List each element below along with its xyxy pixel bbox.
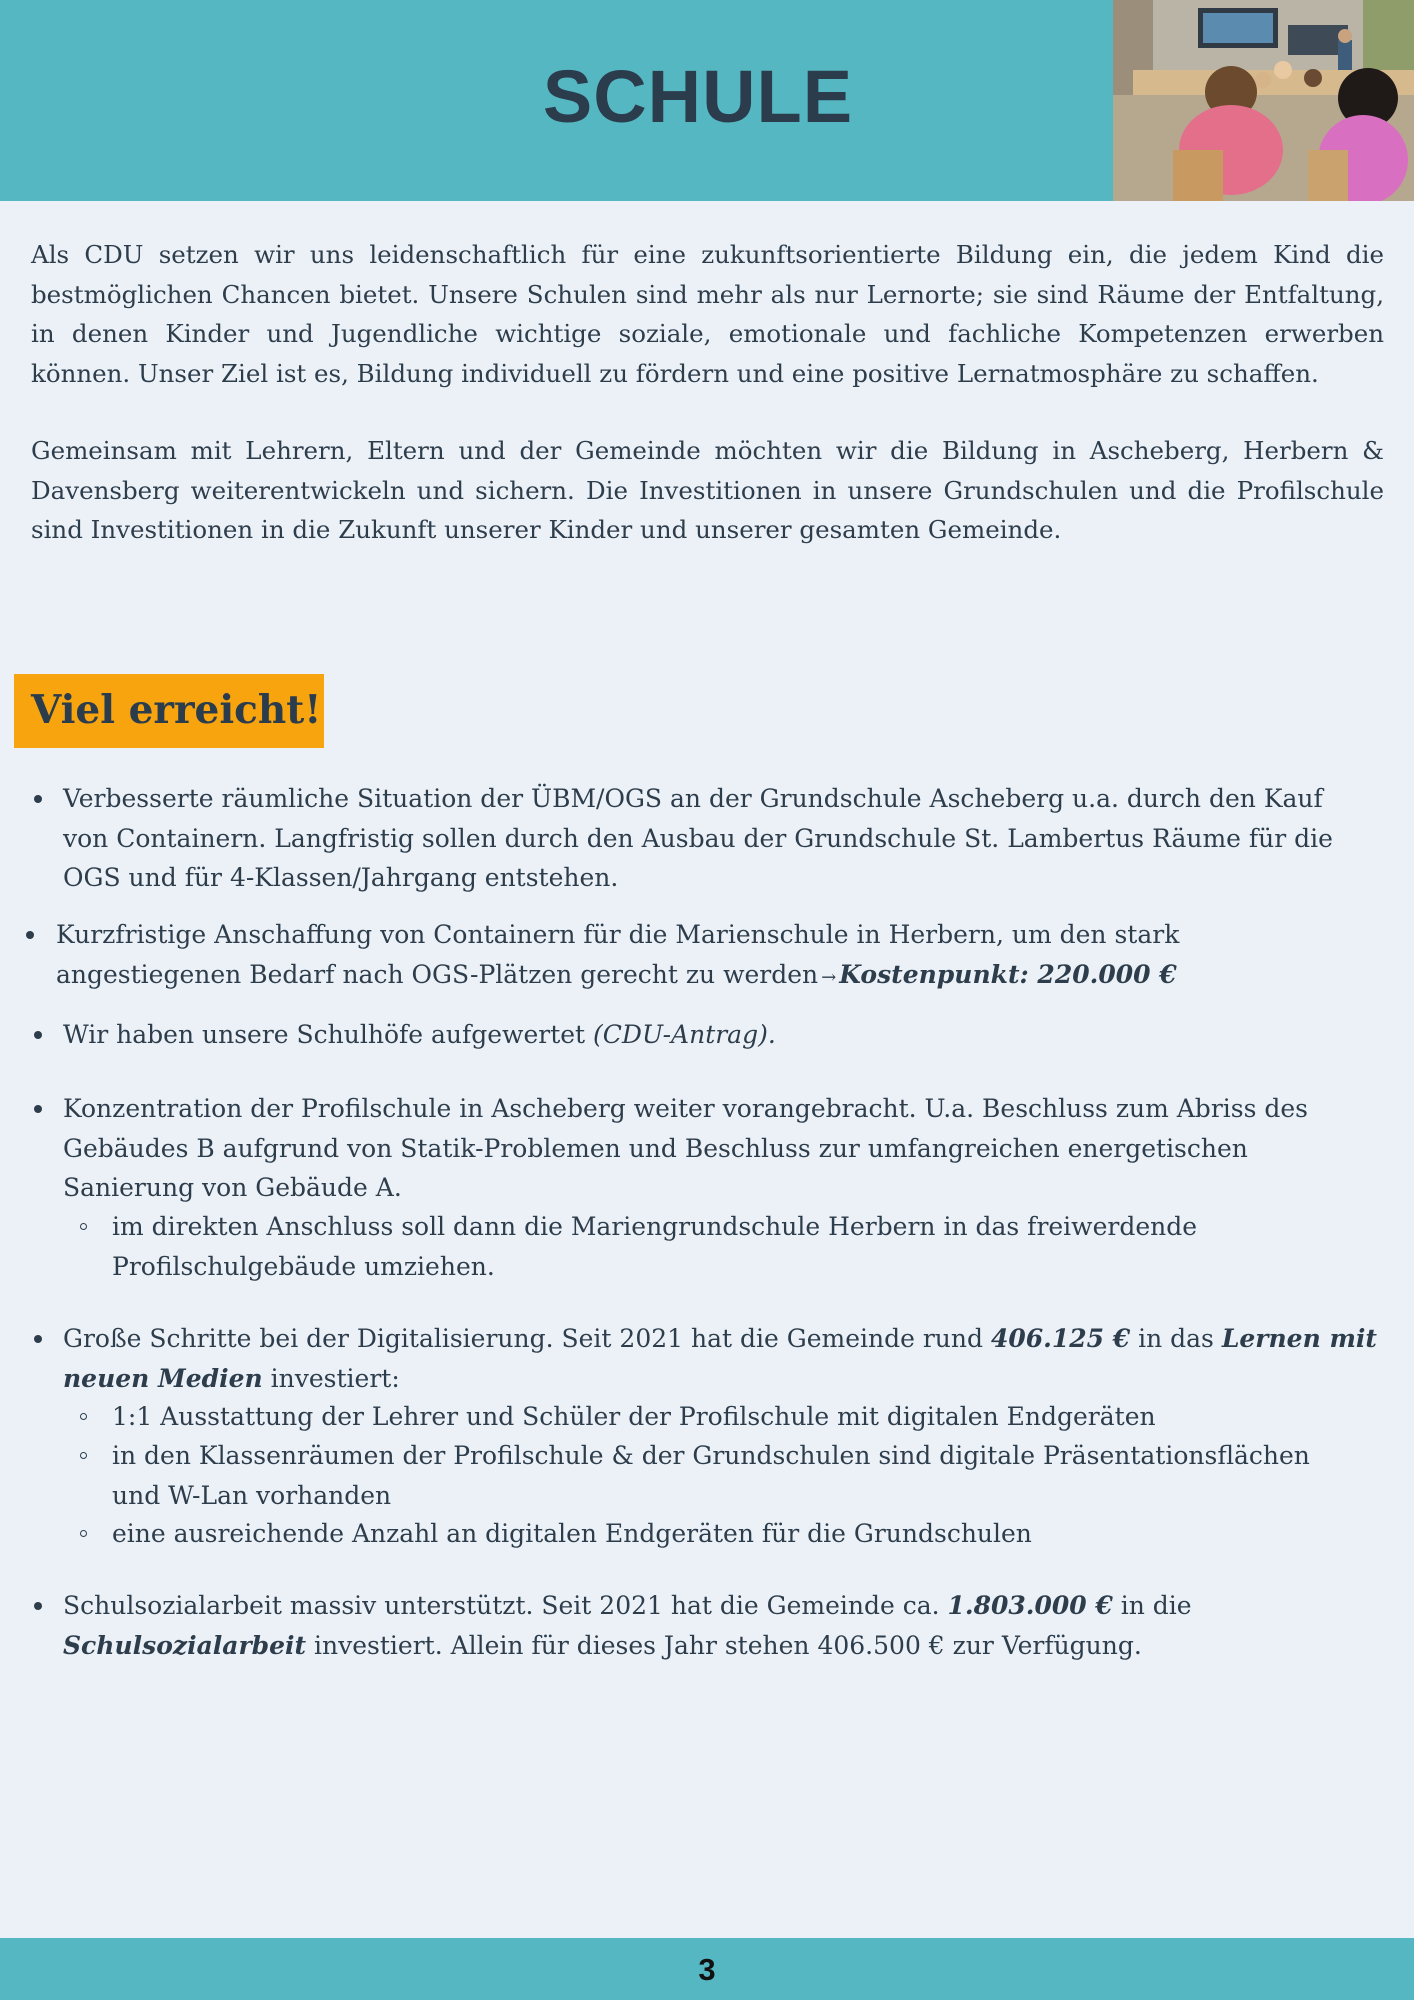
amount-value: 1.803.000 € xyxy=(947,1591,1113,1620)
list-item-text: Schulsozialarbeit massiv unterstützt. Seit 2021 hat die Gemeinde ca. xyxy=(63,1591,948,1620)
sub-list-item xyxy=(112,1207,1197,1286)
sub-bullet-circle xyxy=(80,1452,87,1459)
list-item xyxy=(63,1319,1377,1398)
bullet-dot xyxy=(34,1105,42,1113)
list-item-line xyxy=(63,1586,1192,1626)
list-item-note: (CDU-Antrag). xyxy=(593,1020,776,1049)
cost-amount: Kostenpunkt: 220.000 € xyxy=(839,959,1177,989)
section-heading: Viel erreicht! xyxy=(31,687,322,733)
list-item xyxy=(56,915,1179,997)
list-item-line: von Containern. Langfristig sollen durch den Ausbau der Grundschule St. Lambertus Räume für die xyxy=(63,823,1333,853)
footer-bar xyxy=(0,1938,1414,2000)
section-heading-badge xyxy=(14,674,324,748)
classroom-photo xyxy=(1113,0,1414,201)
page-number: 3 xyxy=(698,1952,716,1987)
topic-label: Schulsozialarbeit xyxy=(63,1630,307,1660)
list-item-line: Profilschulgebäude umziehen. xyxy=(112,1251,495,1281)
list-item-line: Konzentration der Profilschule in Ascheberg weiter vorangebracht. U.a. Beschluss zum Abriss des xyxy=(63,1094,1308,1123)
list-item-line: Gebäudes B aufgrund von Statik-Problemen und Beschluss zur umfangreichen energetischen xyxy=(63,1133,1248,1163)
topic-label: Lernen mit xyxy=(1221,1324,1377,1353)
list-item-line xyxy=(56,955,1179,998)
list-item-line xyxy=(63,1359,1377,1399)
amount-value: 406.125 € xyxy=(990,1324,1131,1353)
bullet-dot xyxy=(34,1031,42,1039)
page-title: SCHULE xyxy=(542,55,854,138)
sub-list-item xyxy=(112,1397,1156,1437)
list-item-text: in die xyxy=(1112,1591,1192,1620)
header-bar xyxy=(0,0,1414,201)
list-item xyxy=(63,1586,1192,1665)
list-item xyxy=(63,779,1333,898)
list-item-text: Wir haben unsere Schulhöfe aufgewertet xyxy=(63,1020,594,1049)
list-item xyxy=(63,1089,1308,1208)
list-item-line: im direkten Anschluss soll dann die Mariengrundschule Herbern in das freiwerdende xyxy=(112,1212,1198,1241)
list-item-line: 1:1 Ausstattung der Lehrer und Schüler der Profilschule mit digitalen Endgeräten xyxy=(112,1402,1156,1431)
list-item-line xyxy=(63,1319,1377,1359)
bullet-dot xyxy=(34,1602,42,1610)
list-item-text: angestiegenen Bedarf nach OGS-Plätzen gerecht zu werden xyxy=(56,959,819,989)
list-item-line: Kurzfristige Anschaffung von Containern für die Marienschule in Herbern, um den stark xyxy=(56,920,1180,949)
list-item-line: Sanierung von Gebäude A. xyxy=(63,1173,402,1202)
topic-label: neuen Medien xyxy=(63,1363,263,1393)
arrow-icon: → xyxy=(821,966,837,988)
intro-paragraph-2: Gemeinsam mit Lehrern, Eltern und der Gemeinde möchten wir die Bildung in Ascheberg, Herbern & Davensberg weiterentwickeln und sichern. Die Investitionen in unsere Grundschulen und die Profilschule sind Investitionen in die Zukunft unserer Kinder und unserer gesamten Gemeinde. xyxy=(31,436,1384,544)
classroom-photo-graphic xyxy=(1113,0,1414,201)
bullet-dot xyxy=(26,931,34,939)
list-item-line: eine ausreichende Anzahl an digitalen Endgeräten für die Grundschulen xyxy=(112,1519,1032,1548)
sub-bullet-circle xyxy=(80,1413,87,1420)
bullet-dot xyxy=(34,795,42,803)
list-item-text: investiert. Allein für dieses Jahr stehen 406.500 € zur Verfügung. xyxy=(306,1630,1142,1660)
bullet-dot xyxy=(34,1335,42,1343)
list-item-line: OGS und für 4-Klassen/Jahrgang entstehen. xyxy=(63,863,619,892)
list-item-line: Verbesserte räumliche Situation der ÜBM/OGS an der Grundschule Ascheberg u.a. durch den Kauf xyxy=(63,784,1323,813)
list-item-line xyxy=(63,1626,1192,1666)
list-item-text: investiert: xyxy=(262,1363,400,1393)
list-item-line: in den Klassenräumen der Profilschule & der Grundschulen sind digitale Präsentationsflächen xyxy=(112,1441,1310,1470)
sub-list-item xyxy=(112,1514,1032,1554)
intro-paragraph-1: Als CDU setzen wir uns leidenschaftlich für eine zukunftsorientierte Bildung ein, die jedem Kind die bestmöglichen Chancen bietet. Unsere Schulen sind mehr als nur Lernorte; sie sind Räume der Entfaltung, in denen Kinder und Jugendliche wichtige soziale, emotionale und fachliche Kompetenzen erwerben können. Unser Ziel ist es, Bildung individuell zu fördern und eine positive Lernatmosphäre zu schaffen. xyxy=(31,240,1384,388)
sub-list-item xyxy=(112,1436,1310,1515)
list-item-text: Große Schritte bei der Digitalisierung. Seit 2021 hat die Gemeinde rund xyxy=(63,1324,991,1353)
intro-text xyxy=(31,235,1384,550)
list-item-text: in das xyxy=(1130,1324,1222,1353)
sub-bullet-circle xyxy=(80,1223,87,1230)
sub-bullet-circle xyxy=(80,1530,87,1537)
list-item-line: und W-Lan vorhanden xyxy=(112,1480,392,1510)
list-item xyxy=(63,1015,776,1055)
